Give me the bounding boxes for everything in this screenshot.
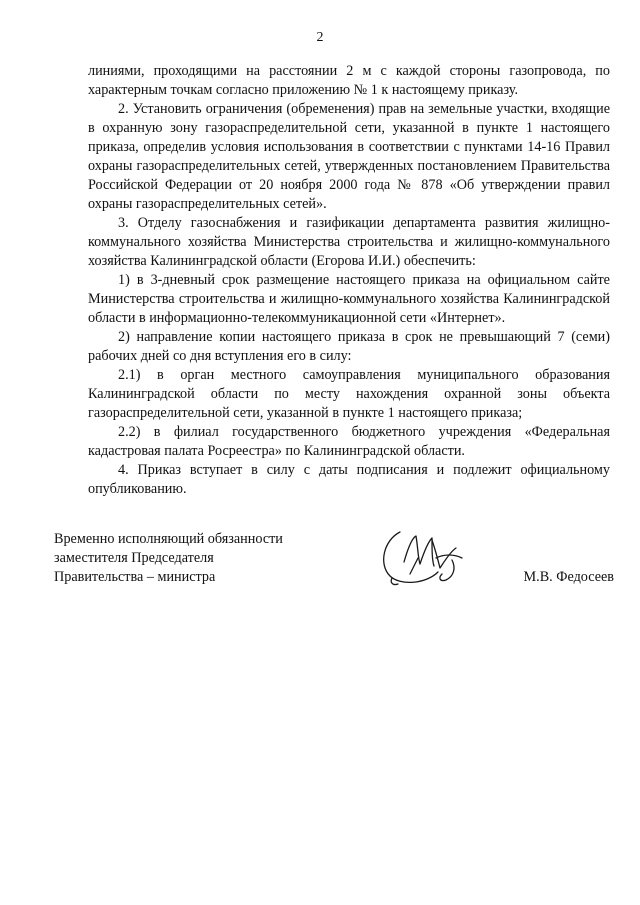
paragraph-subitem-2-1: 2.1) в орган местного самоуправления муниципального образования Калининградской области по месту нахождения охранной зоны объекта газораспределительной сети, указанной в пункте 1 настоящего приказа; [88, 367, 610, 421]
signer-position-line: Временно исполняющий обязанности [54, 531, 283, 547]
paragraph-item-4: 4. Приказ вступает в силу с даты подписания и подлежит официальному опубликованию. [88, 462, 610, 497]
paragraph-subitem-2-2: 2.2) в филиал государственного бюджетного учреждения «Федеральная кадастровая палата Росреестра» по Калининградской области. [88, 424, 610, 459]
paragraph-subitem-1: 1) в 3-дневный срок размещение настоящего приказа на официальном сайте Министерства строительства и жилищно-коммунального хозяйства Калининградской области в информационно-телекоммуникационной сети «Интернет». [88, 272, 610, 326]
paragraph-continuation: линиями, проходящими на расстоянии 2 м с каждой стороны газопровода, по характерным точкам согласно приложению № 1 к настоящему приказу. [88, 63, 610, 98]
handwritten-signature [370, 518, 480, 598]
signer-position [54, 530, 283, 587]
page-number: 2 [316, 30, 324, 45]
paragraph-item-3: 3. Отделу газоснабжения и газификации департамента развития жилищно-коммунального хозяйства Министерства строительства и жилищно-коммунального хозяйства Калининградской области (Егорова И.И.) обеспечить: [88, 215, 610, 269]
signer-position-line: заместителя Председателя [54, 550, 214, 566]
signer-name: М.В. Федосеев [523, 569, 614, 585]
paragraph-item-2: 2. Установить ограничения (обременения) прав на земельные участки, входящие в охранную зону газораспределительной сети, указанной в пункте 1 настоящего приказа, определив условия использования в соответствии с пунктами 14-16 Правил охраны газораспределительных сетей, утвержденных постановлением Правительства Российской Федерации от 20 ноября 2000 года № 878 «Об утверждении правил охраны газораспределительных сетей». [88, 101, 610, 212]
document-body [88, 62, 610, 499]
paragraph-subitem-2: 2) направление копии настоящего приказа в срок не превышающий 7 (семи) рабочих дней со дня вступления его в силу: [88, 329, 610, 364]
signature-block [54, 530, 614, 600]
signer-position-line: Правительства – министра [54, 569, 216, 585]
